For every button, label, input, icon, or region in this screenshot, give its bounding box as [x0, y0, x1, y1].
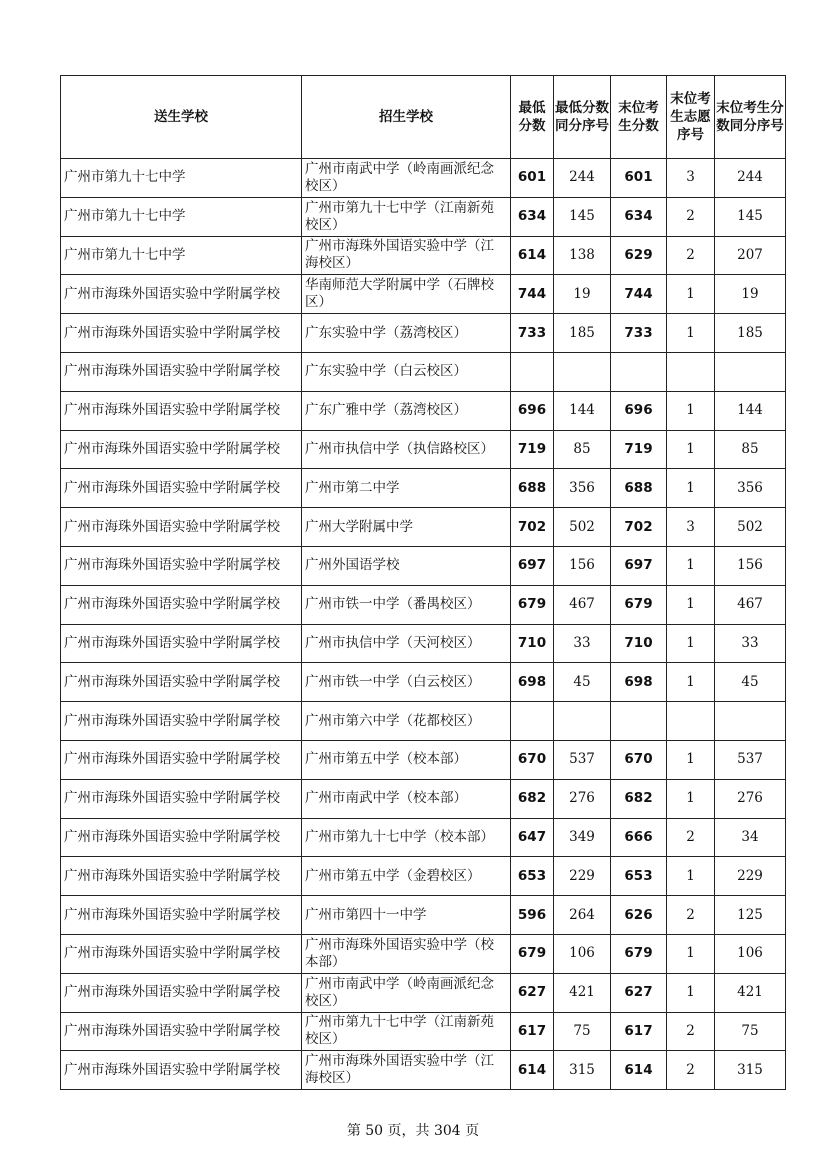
cell-last-score-rank: 276	[715, 779, 786, 818]
cell-last-choice-no: 2	[667, 197, 715, 236]
cell-last-score: 617	[611, 1012, 667, 1051]
cell-min-score: 688	[511, 469, 554, 508]
table-row	[61, 779, 786, 818]
cell-enrolling-school: 广州市铁一中学（番禺校区）	[302, 585, 511, 624]
page-number-footer: 第 50 页，共 304 页	[346, 1123, 480, 1139]
table-row	[61, 469, 786, 508]
cell-enrolling-school: 广州外国语学校	[302, 546, 511, 585]
cell-min-score-rank: 138	[554, 236, 611, 275]
cell-min-score-rank: 264	[554, 896, 611, 935]
cell-last-score: 629	[611, 236, 667, 275]
cell-last-score: 653	[611, 857, 667, 896]
cell-last-score-rank: 537	[715, 740, 786, 779]
cell-last-choice-no	[667, 352, 715, 391]
table-row	[61, 702, 786, 741]
header-last-choice-no: 末位考生志愿序号	[667, 76, 715, 159]
cell-last-choice-no	[667, 702, 715, 741]
cell-min-score: 710	[511, 624, 554, 663]
cell-last-score-rank: 467	[715, 585, 786, 624]
cell-last-score: 702	[611, 508, 667, 547]
cell-last-score: 627	[611, 973, 667, 1012]
cell-enrolling-school: 广州市第九十七中学（江南新苑校区）	[302, 1012, 511, 1051]
cell-min-score-rank: 106	[554, 934, 611, 973]
cell-min-score-rank: 349	[554, 818, 611, 857]
table-row	[61, 740, 786, 779]
cell-enrolling-school: 华南师范大学附属中学（石牌校区）	[302, 275, 511, 314]
cell-min-score-rank: 537	[554, 740, 611, 779]
cell-last-score: 666	[611, 818, 667, 857]
cell-sending-school: 广州市海珠外国语实验中学附属学校	[61, 818, 302, 857]
cell-enrolling-school: 广州市第六中学（花都校区）	[302, 702, 511, 741]
cell-min-score: 719	[511, 430, 554, 469]
table-row	[61, 1012, 786, 1051]
cell-enrolling-school: 广东实验中学（荔湾校区）	[302, 314, 511, 353]
cell-last-score: 679	[611, 934, 667, 973]
table-body	[61, 159, 786, 1090]
cell-last-score-rank: 421	[715, 973, 786, 1012]
cell-min-score: 744	[511, 275, 554, 314]
cell-min-score	[511, 352, 554, 391]
cell-min-score: 698	[511, 663, 554, 702]
header-row	[61, 76, 786, 159]
table-row	[61, 624, 786, 663]
cell-enrolling-school: 广州市执信中学（天河校区）	[302, 624, 511, 663]
cell-last-score-rank: 315	[715, 1051, 786, 1090]
cell-last-score-rank: 156	[715, 546, 786, 585]
cell-enrolling-school: 广州市南武中学（岭南画派纪念校区）	[302, 159, 511, 198]
cell-last-choice-no: 2	[667, 1051, 715, 1090]
cell-last-score-rank: 185	[715, 314, 786, 353]
cell-sending-school: 广州市海珠外国语实验中学附属学校	[61, 624, 302, 663]
cell-sending-school: 广州市海珠外国语实验中学附属学校	[61, 352, 302, 391]
cell-last-choice-no: 1	[667, 275, 715, 314]
cell-min-score: 647	[511, 818, 554, 857]
cell-last-choice-no: 2	[667, 896, 715, 935]
cell-last-choice-no: 2	[667, 1012, 715, 1051]
cell-last-score	[611, 702, 667, 741]
cell-last-score: 679	[611, 585, 667, 624]
cell-last-score-rank: 244	[715, 159, 786, 198]
table-row	[61, 1051, 786, 1090]
cell-min-score: 614	[511, 236, 554, 275]
table-row	[61, 818, 786, 857]
cell-last-score-rank: 207	[715, 236, 786, 275]
cell-sending-school: 广州市海珠外国语实验中学附属学校	[61, 740, 302, 779]
cell-min-score: 679	[511, 585, 554, 624]
cell-last-score: 698	[611, 663, 667, 702]
cell-sending-school: 广州市海珠外国语实验中学附属学校	[61, 663, 302, 702]
table-row	[61, 391, 786, 430]
cell-last-choice-no: 1	[667, 857, 715, 896]
cell-min-score-rank: 229	[554, 857, 611, 896]
cell-min-score: 733	[511, 314, 554, 353]
cell-last-choice-no: 1	[667, 934, 715, 973]
cell-last-score: 601	[611, 159, 667, 198]
cell-min-score-rank: 75	[554, 1012, 611, 1051]
cell-sending-school: 广州市海珠外国语实验中学附属学校	[61, 546, 302, 585]
table-row	[61, 430, 786, 469]
cell-min-score-rank: 145	[554, 197, 611, 236]
cell-min-score-rank: 185	[554, 314, 611, 353]
cell-last-choice-no: 2	[667, 818, 715, 857]
cell-sending-school: 广州市海珠外国语实验中学附属学校	[61, 1051, 302, 1090]
cell-min-score-rank: 45	[554, 663, 611, 702]
table-row	[61, 546, 786, 585]
cell-sending-school: 广州市海珠外国语实验中学附属学校	[61, 857, 302, 896]
cell-min-score-rank: 244	[554, 159, 611, 198]
cell-min-score-rank: 33	[554, 624, 611, 663]
table-row	[61, 197, 786, 236]
cell-last-score: 719	[611, 430, 667, 469]
table-row	[61, 857, 786, 896]
cell-last-score-rank: 33	[715, 624, 786, 663]
cell-last-score: 744	[611, 275, 667, 314]
cell-last-score-rank: 85	[715, 430, 786, 469]
cell-enrolling-school: 广东广雅中学（荔湾校区）	[302, 391, 511, 430]
cell-last-score: 626	[611, 896, 667, 935]
table-row	[61, 934, 786, 973]
cell-last-choice-no: 1	[667, 546, 715, 585]
header-last-score: 末位考生分数	[611, 76, 667, 159]
cell-sending-school: 广州市海珠外国语实验中学附属学校	[61, 469, 302, 508]
cell-sending-school: 广州市海珠外国语实验中学附属学校	[61, 1012, 302, 1051]
table-row	[61, 896, 786, 935]
table-row	[61, 236, 786, 275]
cell-enrolling-school: 广州市第二中学	[302, 469, 511, 508]
cell-min-score-rank: 156	[554, 546, 611, 585]
cell-last-score: 614	[611, 1051, 667, 1090]
cell-sending-school: 广州市海珠外国语实验中学附属学校	[61, 702, 302, 741]
table-row	[61, 663, 786, 702]
cell-min-score-rank	[554, 702, 611, 741]
header-min-score-rank: 最低分数同分序号	[554, 76, 611, 159]
cell-last-score: 682	[611, 779, 667, 818]
cell-enrolling-school: 广州市海珠外国语实验中学（江海校区）	[302, 1051, 511, 1090]
header-enrolling-school: 招生学校	[302, 76, 511, 159]
admissions-table	[60, 75, 786, 1090]
cell-last-score-rank: 106	[715, 934, 786, 973]
cell-enrolling-school: 广州市海珠外国语实验中学（校本部）	[302, 934, 511, 973]
cell-enrolling-school: 广州市海珠外国语实验中学（江海校区）	[302, 236, 511, 275]
cell-enrolling-school: 广州市铁一中学（白云校区）	[302, 663, 511, 702]
cell-min-score: 627	[511, 973, 554, 1012]
cell-enrolling-school: 广州市第九十七中学（校本部）	[302, 818, 511, 857]
cell-last-choice-no: 3	[667, 159, 715, 198]
cell-sending-school: 广州市海珠外国语实验中学附属学校	[61, 430, 302, 469]
cell-min-score-rank: 421	[554, 973, 611, 1012]
cell-last-choice-no: 1	[667, 585, 715, 624]
table-row	[61, 275, 786, 314]
cell-enrolling-school: 广州市第五中学（金碧校区）	[302, 857, 511, 896]
cell-last-choice-no: 3	[667, 508, 715, 547]
cell-sending-school: 广州市海珠外国语实验中学附属学校	[61, 934, 302, 973]
cell-last-score-rank: 34	[715, 818, 786, 857]
cell-min-score: 702	[511, 508, 554, 547]
cell-last-choice-no: 1	[667, 624, 715, 663]
cell-enrolling-school: 广州市南武中学（岭南画派纪念校区）	[302, 973, 511, 1012]
cell-enrolling-school: 广东实验中学（白云校区）	[302, 352, 511, 391]
cell-min-score: 614	[511, 1051, 554, 1090]
cell-sending-school: 广州市海珠外国语实验中学附属学校	[61, 896, 302, 935]
cell-last-score: 634	[611, 197, 667, 236]
cell-sending-school: 广州市海珠外国语实验中学附属学校	[61, 973, 302, 1012]
table-row	[61, 159, 786, 198]
cell-last-score: 688	[611, 469, 667, 508]
cell-last-score-rank: 144	[715, 391, 786, 430]
cell-sending-school: 广州市第九十七中学	[61, 236, 302, 275]
header-last-score-rank: 末位考生分数同分序号	[715, 76, 786, 159]
cell-sending-school: 广州市海珠外国语实验中学附属学校	[61, 585, 302, 624]
cell-min-score-rank: 315	[554, 1051, 611, 1090]
cell-sending-school: 广州市第九十七中学	[61, 197, 302, 236]
cell-min-score-rank	[554, 352, 611, 391]
cell-min-score: 682	[511, 779, 554, 818]
table-row	[61, 973, 786, 1012]
cell-last-score-rank	[715, 702, 786, 741]
cell-last-score: 697	[611, 546, 667, 585]
cell-last-score-rank: 45	[715, 663, 786, 702]
cell-last-choice-no: 1	[667, 430, 715, 469]
cell-last-score-rank: 125	[715, 896, 786, 935]
cell-last-score-rank	[715, 352, 786, 391]
cell-sending-school: 广州市海珠外国语实验中学附属学校	[61, 314, 302, 353]
table-row	[61, 352, 786, 391]
cell-last-score: 696	[611, 391, 667, 430]
cell-last-choice-no: 1	[667, 779, 715, 818]
cell-last-choice-no: 1	[667, 391, 715, 430]
cell-sending-school: 广州市海珠外国语实验中学附属学校	[61, 508, 302, 547]
cell-min-score-rank: 467	[554, 585, 611, 624]
cell-last-score-rank: 75	[715, 1012, 786, 1051]
cell-min-score: 697	[511, 546, 554, 585]
cell-min-score: 670	[511, 740, 554, 779]
cell-min-score: 596	[511, 896, 554, 935]
cell-min-score: 634	[511, 197, 554, 236]
cell-enrolling-school: 广州市第九十七中学（江南新苑校区）	[302, 197, 511, 236]
cell-last-score: 670	[611, 740, 667, 779]
cell-last-score: 733	[611, 314, 667, 353]
cell-last-score-rank: 229	[715, 857, 786, 896]
cell-last-score-rank: 145	[715, 197, 786, 236]
cell-min-score: 696	[511, 391, 554, 430]
cell-enrolling-school: 广州市执信中学（执信路校区）	[302, 430, 511, 469]
header-sending-school: 送生学校	[61, 76, 302, 159]
cell-last-score-rank: 356	[715, 469, 786, 508]
table-row	[61, 508, 786, 547]
cell-min-score: 653	[511, 857, 554, 896]
cell-last-choice-no: 2	[667, 236, 715, 275]
cell-last-score-rank: 502	[715, 508, 786, 547]
cell-min-score-rank: 144	[554, 391, 611, 430]
cell-last-score-rank: 19	[715, 275, 786, 314]
cell-min-score-rank: 502	[554, 508, 611, 547]
cell-min-score-rank: 356	[554, 469, 611, 508]
cell-enrolling-school: 广州市第四十一中学	[302, 896, 511, 935]
cell-min-score	[511, 702, 554, 741]
cell-sending-school: 广州市海珠外国语实验中学附属学校	[61, 391, 302, 430]
cell-sending-school: 广州市海珠外国语实验中学附属学校	[61, 779, 302, 818]
cell-min-score: 617	[511, 1012, 554, 1051]
cell-sending-school: 广州市海珠外国语实验中学附属学校	[61, 275, 302, 314]
cell-min-score: 601	[511, 159, 554, 198]
cell-last-choice-no: 1	[667, 740, 715, 779]
header-min-score: 最低分数	[511, 76, 554, 159]
cell-last-choice-no: 1	[667, 469, 715, 508]
table-row	[61, 314, 786, 353]
cell-last-choice-no: 1	[667, 314, 715, 353]
cell-min-score-rank: 19	[554, 275, 611, 314]
cell-enrolling-school: 广州市南武中学（校本部）	[302, 779, 511, 818]
cell-min-score-rank: 85	[554, 430, 611, 469]
cell-min-score-rank: 276	[554, 779, 611, 818]
cell-last-choice-no: 1	[667, 973, 715, 1012]
cell-min-score: 679	[511, 934, 554, 973]
cell-last-choice-no: 1	[667, 663, 715, 702]
cell-last-score	[611, 352, 667, 391]
cell-enrolling-school: 广州市第五中学（校本部）	[302, 740, 511, 779]
cell-enrolling-school: 广州大学附属中学	[302, 508, 511, 547]
table-row	[61, 585, 786, 624]
cell-sending-school: 广州市第九十七中学	[61, 159, 302, 198]
cell-last-score: 710	[611, 624, 667, 663]
